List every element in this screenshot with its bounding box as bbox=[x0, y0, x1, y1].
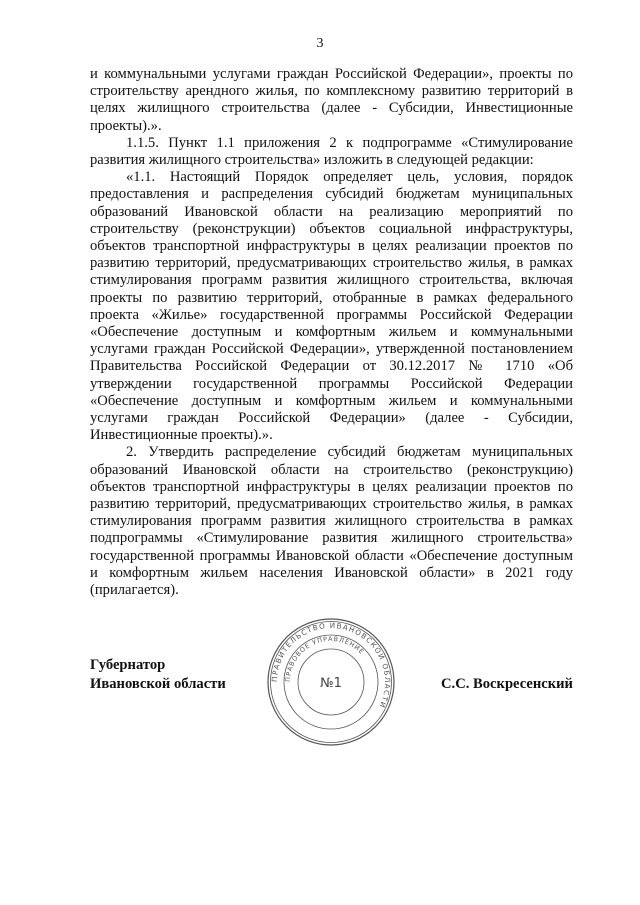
seal-inner-text: ПРАВОВОЕ УПРАВЛЕНИЕ bbox=[283, 634, 367, 683]
page-number: 3 bbox=[316, 36, 324, 51]
signatory-title-line2: Ивановской области bbox=[90, 676, 226, 692]
signatory-name: С.С. Воскресенский bbox=[441, 676, 573, 692]
signatory-title bbox=[90, 656, 226, 694]
seal-number: №1 bbox=[320, 676, 342, 691]
signatory-title-line1: Губернатор bbox=[90, 657, 166, 673]
document-body bbox=[90, 66, 573, 599]
seal-outer-text: ПРАВИТЕЛЬСТВО ИВАНОВСКОЙ ОБЛАСТИ bbox=[269, 620, 393, 710]
paragraph-continuation: и коммунальными услугами граждан Российской Федерации», проекты по строительству арендного жилья, по комплексному развитию территорий в целях жилищного строительства (далее - Субсидии, Инвестиционные проекты).». bbox=[90, 66, 573, 134]
official-seal bbox=[266, 617, 396, 747]
paragraph-item-2: 2. Утвердить распределение субсидий бюджетам муниципальных образований Ивановской области на строительство (реконструкцию) объектов транспортной инфраструктуры в целях реализации проектов по развитию территорий, предусматривающих строительство жилья, в рамках стимулирования программ развития жилищного строительства в рамках подпрограммы «Стимулирование развития жилищного строительства» государственной программы Ивановской области «Обеспечение доступным и комфортным жильем населения Ивановской области» в 2021 году (прилагается). bbox=[90, 444, 573, 599]
paragraph-quote-1-1: «1.1. Настоящий Порядок определяет цель, условия, порядок предоставления и распределения субсидий бюджетам муниципальных образований Ивановской области на реализацию мероприятий по строительству (реконструкции) объектов социальной инфраструктуры, объектов транспортной инфраструктуры в целях реализации проектов по развитию территорий, предусматривающих строительство жилья, в рамках стимулирования программ развития жилищного строительства, включая проекты по развитию территорий, отобранные в рамках федерального проекта «Жилье» государственной программы Российской Федерации «Обеспечение доступным и комфортным жильем и коммунальными услугами граждан Российской Федерации», утвержденной постановлением Правительства Российской Федерации от 30.12.2017 № 1710 «Об утверждении государственной программы Российской Федерации «Обеспечение доступным и комфортным жильем и коммунальными услугами граждан Российской Федерации» (далее - Субсидии, Инвестиционные проекты).». bbox=[90, 169, 573, 444]
paragraph-item-1-1-5: 1.1.5. Пункт 1.1 приложения 2 к подпрограмме «Стимулирование развития жилищного строительства» изложить в следующей редакции: bbox=[90, 134, 573, 169]
